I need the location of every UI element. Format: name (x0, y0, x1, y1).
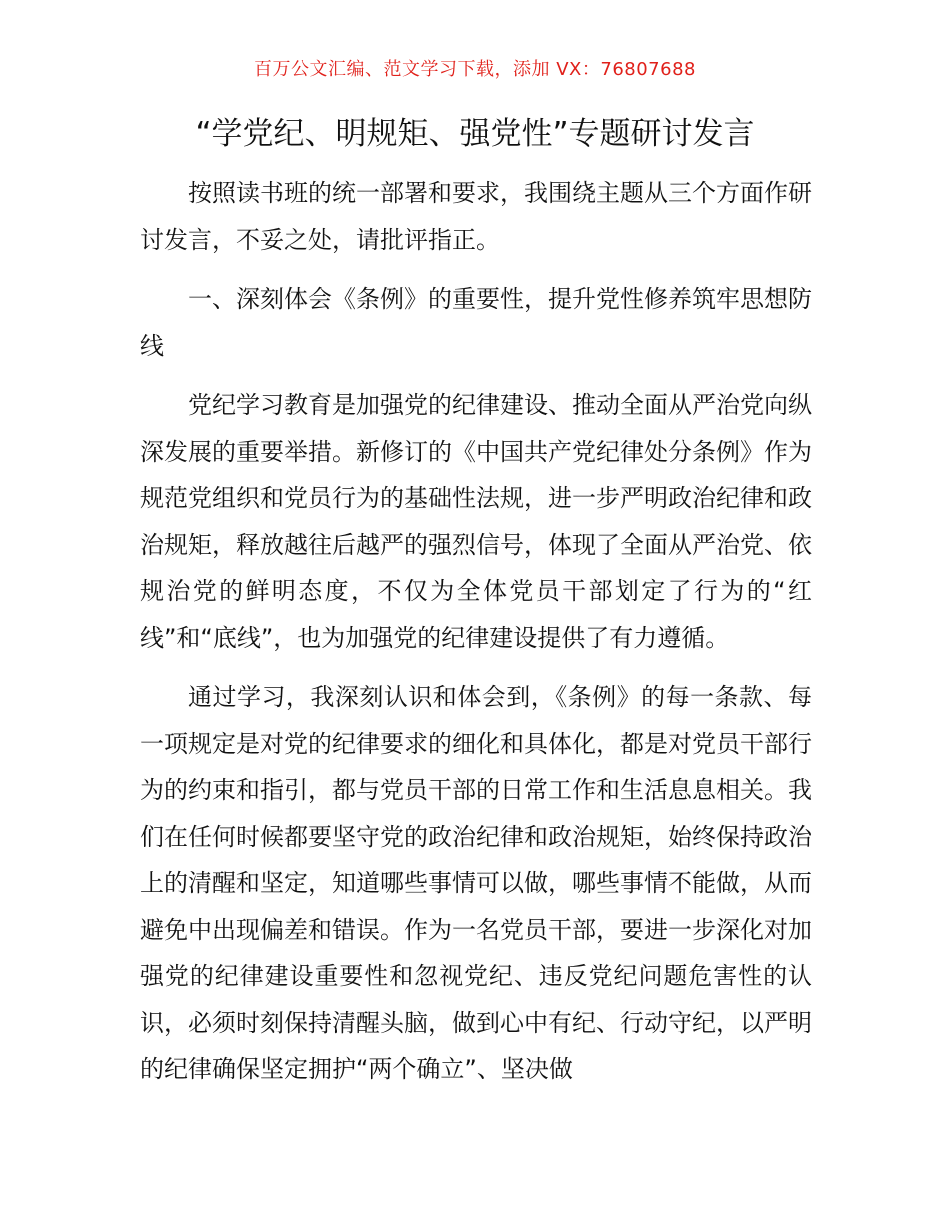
section-heading-1: 一、深刻体会《条例》的重要性，提升党性修养筑牢思想防线 (140, 285, 812, 360)
page-title: “学党纪、明规矩、强党性”专题研讨发言 (195, 116, 755, 152)
header-note: 百万公文汇编、范文学习下载，添加 VX：76807688 (254, 59, 696, 80)
paragraph-1: 党纪学习教育是加强党的纪律建设、推动全面从严治党向纵深发展的重要举措。新修订的《中国共产党纪律处分条例》作为规范党组织和党员行为的基础性法规，进一步严明政治纪律和政治规矩，释放越往后越严的强烈信号，体现了全面从严治党、依规治党的鲜明态度，不仅为全体党员干部划定了行为的“红线”和“底线”，也为加强党的纪律建设提供了有力遵循。 (140, 391, 812, 652)
paragraph-intro: 按照读书班的统一部署和要求，我围绕主题从三个方面作研讨发言，不妥之处，请批评指正。 (140, 179, 812, 254)
body-text (140, 170, 812, 1106)
paragraph-2: 通过学习，我深刻认识和体会到，《条例》的每一条款、每一项规定是对党的纪律要求的细化和具体化，都是对党员干部行为的约束和指引，都与党员干部的日常工作和生活息息相关。我们在任何时候都要坚守党的政治纪律和政治规矩，始终保持政治上的清醒和坚定，知道哪些事情可以做，哪些事情不能做，从而避免中出现偏差和错误。作为一名党员干部，要进一步深化对加强党的纪律建设重要性和忽视党纪、违反党纪问题危害性的认识，必须时刻保持清醒头脑，做到心中有纪、行动守纪，以严明的纪律确保坚定拥护“两个确立”、坚决做 (140, 683, 812, 1083)
